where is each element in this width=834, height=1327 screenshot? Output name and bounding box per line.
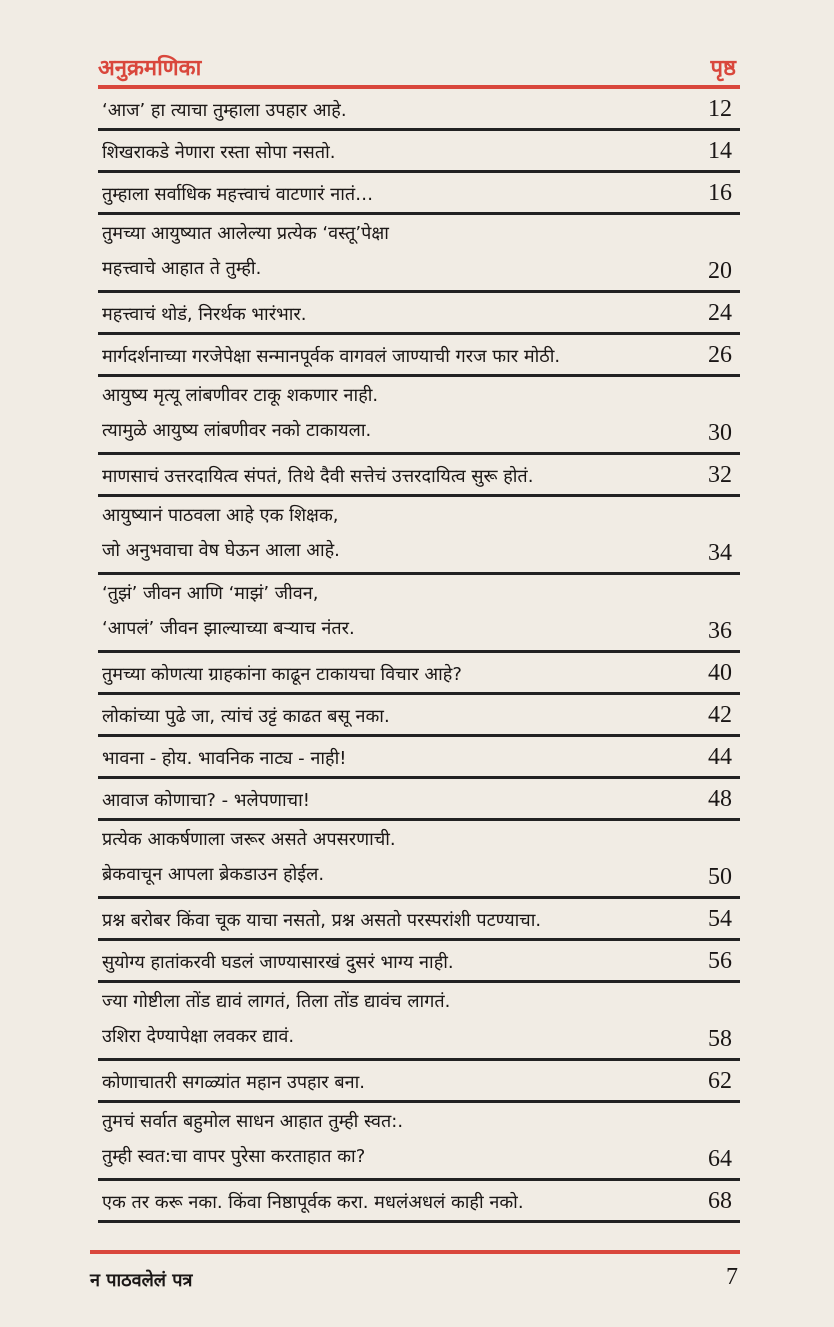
toc-entry [98,1061,740,1103]
toc-entry-line: प्रश्न बरोबर किंवा चूक याचा नसतो, प्रश्न असतो परस्परांशी पटण्याचा. [102,910,542,931]
toc-entry-page: 26 [708,342,732,368]
toc-entry-line: ज्या गोष्टीला तोंड द्यावं लागतं, तिला तोंड द्यावंच लागतं. [102,991,451,1012]
toc-entry-line: आयुष्यानं पाठवला आहे एक शिक्षक, [102,505,339,526]
toc-entry-page: 36 [708,618,732,644]
toc-entry-line: ब्रेकवाचून आपला ब्रेकडाउन होईल. [102,864,325,885]
toc-entry-text [98,737,740,769]
toc-entry-line: ‘आपलं’ जीवन झाल्याच्या बऱ्याच नंतर. [102,618,355,639]
toc-entry-text [98,377,740,441]
toc-entry [98,89,740,131]
toc-entry-line: भावना - होय. भावनिक नाट्य - नाही! [102,748,347,769]
toc-entry-text [98,1181,740,1213]
toc-entry-line: सुयोग्य हातांकरवी घडलं जाण्यासारखं दुसरं भाग्य नाही. [102,952,454,973]
toc-entry-line: तुम्हाला सर्वाधिक महत्त्वाचं वाटणारं नातं… [102,184,374,205]
toc-entry-text [98,653,740,685]
toc-entry-text [98,575,740,639]
toc-entry-text [98,455,740,487]
toc-entry [98,377,740,455]
toc-entry-text [98,983,740,1047]
toc-entry [98,1103,740,1181]
toc-entry-text [98,173,740,205]
toc-entry-line: तुमच्या कोणत्या ग्राहकांना काढून टाकायचा विचार आहे? [102,664,462,685]
toc-entry-page: 44 [708,744,732,770]
toc-entry [98,335,740,377]
toc-entry-text [98,131,740,163]
toc-entry-line: महत्त्वाचे आहात ते तुम्ही. [102,258,262,279]
toc-entry-page: 62 [708,1068,732,1094]
toc-entry-page: 30 [708,420,732,446]
toc-entry-page: 40 [708,660,732,686]
toc-entry [98,779,740,821]
book-title: न पाठवलेलं पत्र [90,1270,193,1291]
toc-list [98,89,740,1223]
toc-entry-line: आयुष्य मृत्यू लांबणीवर टाकू शकणार नाही. [102,385,379,406]
toc-entry-line: महत्त्वाचं थोडं, निरर्थक भारंभार. [102,304,307,325]
toc-entry [98,455,740,497]
toc-entry-text [98,821,740,885]
toc-entry-page: 56 [708,948,732,974]
toc-entry-page: 54 [708,906,732,932]
toc-entry [98,737,740,779]
toc-entry-line: ‘तुझं’ जीवन आणि ‘माझं’ जीवन, [102,583,319,604]
toc-entry-line: कोणाचातरी सगळ्यांत महान उपहार बना. [102,1072,366,1093]
toc-entry-page: 48 [708,786,732,812]
toc-entry-text [98,335,740,367]
toc-entry-line: जो अनुभवाचा वेष घेऊन आला आहे. [102,540,340,561]
toc-entry [98,497,740,575]
toc-entry-page: 50 [708,864,732,890]
page-number: 7 [726,1264,738,1290]
page-column-label: पृष्ठ [710,56,736,81]
toc-entry-text [98,215,740,279]
toc-entry-page: 32 [708,462,732,488]
toc-entry-page: 64 [708,1146,732,1172]
toc-title: अनुक्रमणिका [98,56,202,81]
toc-entry-line: शिखराकडे नेणारा रस्ता सोपा नसतो. [102,142,336,163]
toc-entry [98,575,740,653]
toc-entry-page: 68 [708,1188,732,1214]
toc-entry-line: प्रत्येक आकर्षणाला जरूर असते अपसरणाची. [102,829,396,850]
toc-entry-line: त्यामुळे आयुष्य लांबणीवर नको टाकायला. [102,420,372,441]
toc-entry [98,983,740,1061]
toc-entry-page: 24 [708,300,732,326]
toc-entry [98,653,740,695]
toc-entry-text [98,899,740,931]
toc-entry-text [98,779,740,811]
toc-entry-page: 14 [708,138,732,164]
toc-entry-text [98,1103,740,1167]
toc-entry [98,293,740,335]
toc-entry-text [98,1061,740,1093]
toc-entry-page: 34 [708,540,732,566]
toc-entry-page: 20 [708,258,732,284]
toc-entry-page: 58 [708,1026,732,1052]
toc-entry [98,695,740,737]
toc-entry [98,215,740,293]
toc-entry-line: लोकांच्या पुढे जा, त्यांचं उट्टं काढत बसू नका. [102,706,390,727]
toc-entry-text [98,941,740,973]
toc-entry-line: तुम्ही स्वत:चा वापर पुरेसा करताहात का? [102,1146,366,1167]
footer-rule [90,1250,740,1254]
toc-entry-line: आवाज कोणाचा? - भलेपणाचा! [102,790,310,811]
toc-entry-page: 16 [708,180,732,206]
toc-entry-text [98,695,740,727]
toc-entry-line: तुमचं सर्वात बहुमोल साधन आहात तुम्ही स्वत:. [102,1111,404,1132]
toc-entry-line: उशिरा देण्यापेक्षा लवकर द्यावं. [102,1026,295,1047]
toc-entry-line: ‘आज’ हा त्याचा तुम्हाला उपहार आहे. [102,100,347,121]
toc-entry [98,173,740,215]
toc-entry [98,1181,740,1223]
toc-entry [98,899,740,941]
toc-entry-page: 42 [708,702,732,728]
toc-entry-page: 12 [708,96,732,122]
toc-entry-text [98,293,740,325]
toc-entry-line: मार्गदर्शनाच्या गरजेपेक्षा सन्मानपूर्वक वागवलं जाण्याची गरज फार मोठी. [102,346,561,367]
toc-entry-text [98,89,740,121]
toc-entry [98,131,740,173]
toc-header [98,46,740,86]
toc-entry-line: माणसाचं उत्तरदायित्व संपतं, तिथे दैवी सत्तेचं उत्तरदायित्व सुरू होतं. [102,466,534,487]
toc-entry-text [98,497,740,561]
toc-entry-line: एक तर करू नका. किंवा निष्ठापूर्वक करा. मधलंअधलं काही नको. [102,1192,524,1213]
toc-entry [98,941,740,983]
toc-entry [98,821,740,899]
toc-entry-line: तुमच्या आयुष्यात आलेल्या प्रत्येक ‘वस्तू’पेक्षा [102,223,389,244]
